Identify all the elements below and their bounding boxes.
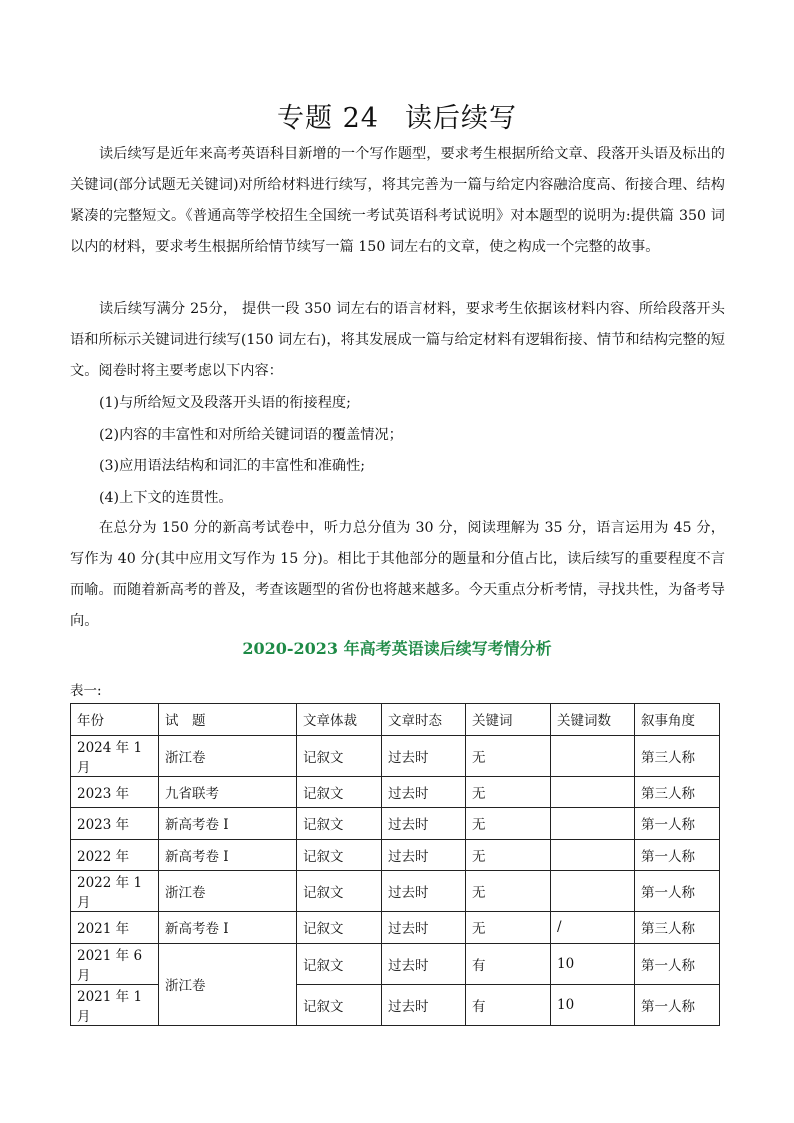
table-cell: / (551, 912, 635, 944)
table-cell: 2021 年 6 月 (71, 943, 159, 984)
header-cell: 年份 (71, 704, 159, 736)
table-cell (551, 871, 635, 912)
table-cell: 2023 年 (71, 808, 159, 840)
table-cell (551, 776, 635, 808)
table-cell: 第一人称 (635, 808, 720, 840)
table-cell: 记叙文 (297, 776, 382, 808)
table-cell: 记叙文 (297, 912, 382, 944)
table-cell: 有 (466, 943, 551, 984)
table-row (71, 943, 720, 984)
table-cell: 2021 年 (71, 912, 159, 944)
header-cell: 叙事角度 (635, 704, 720, 736)
table-row (71, 808, 720, 840)
table-cell: 过去时 (382, 871, 466, 912)
table-cell: 九省联考 (159, 776, 297, 808)
table-cell: 10 (551, 984, 635, 1025)
table-cell: 第一人称 (635, 984, 720, 1025)
table-row (71, 871, 720, 912)
table-cell: 无 (466, 871, 551, 912)
table-cell: 第三人称 (635, 776, 720, 808)
table-cell: 记叙文 (297, 808, 382, 840)
intro-paragraph: 读后续写是近年来高考英语科目新增的一个写作题型，要求考生根据所给文章、段落开头语及标出的关键词(部分试题无关键词)对所给材料进行续写，将其完善为一篇与给定内容融洽度高、衔接合理、结构紧凑的完整短文。《普通高等学校招生全国统一考试英语科考试说明》对本题型的说明为:提供篇 350 词以内的材料，要求考生根据所给情节续写一篇 150 词左右的文章，使之构成一个完整的故事。 (70, 146, 725, 255)
exam-analysis-table (70, 703, 720, 1026)
table-cell (551, 808, 635, 840)
header-cell: 试 题 (159, 704, 297, 736)
table-cell: 新高考卷 I (159, 808, 297, 840)
table-cell: 第三人称 (635, 735, 720, 776)
table-label: 表一: (70, 683, 102, 699)
table-cell (551, 735, 635, 776)
table-cell: 新高考卷 I (159, 839, 297, 871)
table-cell: 记叙文 (297, 839, 382, 871)
table-cell: 第一人称 (635, 839, 720, 871)
table-cell (551, 839, 635, 871)
table-cell: 记叙文 (297, 735, 382, 776)
header-cell: 关键词 (466, 704, 551, 736)
scoring-paragraph: 读后续写满分 25分， 提供一段 350 词左右的语言材料，要求考生依据该材料内容、所给段落开头语和所标示关键词进行续写(150 词左右)，将其发展成一篇与给定材料有逻辑衔接、情节和结构完整的短文。阅卷时将主要考虑以下内容： (70, 301, 725, 379)
table-cell: 过去时 (382, 943, 466, 984)
header-cell: 文章时态 (382, 704, 466, 736)
table-cell: 过去时 (382, 776, 466, 808)
table-cell: 过去时 (382, 984, 466, 1025)
table-row (71, 776, 720, 808)
table-row (71, 912, 720, 944)
table-cell: 2024 年 1 月 (71, 735, 159, 776)
header-cell: 文章体裁 (297, 704, 382, 736)
title-text: 读后续写 (404, 103, 517, 134)
table-cell: 过去时 (382, 735, 466, 776)
table-cell: 记叙文 (297, 984, 382, 1025)
table-cell: 有 (466, 984, 551, 1025)
table-cell: 浙江卷 (159, 871, 297, 912)
table-cell: 浙江卷 (159, 735, 297, 776)
table-cell: 新高考卷 I (159, 912, 297, 944)
table-header-row (71, 704, 720, 736)
table-cell: 无 (466, 808, 551, 840)
criteria-item: (4)上下文的连贯性。 (99, 489, 233, 506)
table-cell: 10 (551, 943, 635, 984)
table-cell: 2022 年 1 月 (71, 871, 159, 912)
page-title (0, 96, 794, 135)
section-title: 2020-2023 年高考英语读后续写考情分析 (242, 639, 552, 658)
table-row (71, 839, 720, 871)
table-cell: 无 (466, 735, 551, 776)
table-cell: 过去时 (382, 839, 466, 871)
criteria-list (70, 388, 725, 514)
title-number: 专题 24 (277, 103, 379, 134)
criteria-item: (1)与所给短文及段落开头语的衔接程度; (99, 395, 351, 411)
table-cell: 过去时 (382, 912, 466, 944)
table-cell: 2022 年 (71, 839, 159, 871)
table-cell: 过去时 (382, 808, 466, 840)
table-cell: 无 (466, 776, 551, 808)
table-cell: 第一人称 (635, 871, 720, 912)
table-cell: 2023 年 (71, 776, 159, 808)
table-cell: 第一人称 (635, 943, 720, 984)
table-cell-merged: 浙江卷 (159, 943, 297, 1025)
weight-paragraph: 在总分为 150 分的新高考试卷中，听力总分值为 30 分，阅读理解为 35 分，语言运用为 45 分，写作为 40 分(其中应用文写作为 15 分)。相比于其他部分的题量和分值占比，读后续写的重要程度不言而喻。而随着新高考的普及，考查该题型的省份也将越来越多。今天重点分析考情，寻找共性，为备考导向。 (70, 520, 725, 629)
table-cell: 2021 年 1 月 (71, 984, 159, 1025)
criteria-item: (2)内容的丰富性和对所给关键词语的覆盖情况； (99, 426, 403, 443)
table-cell: 无 (466, 912, 551, 944)
header-cell: 关键词数 (551, 704, 635, 736)
table-row (71, 735, 720, 776)
table-cell: 无 (466, 839, 551, 871)
table-cell: 第三人称 (635, 912, 720, 944)
table-cell: 记叙文 (297, 871, 382, 912)
criteria-item: (3)应用语法结构和词汇的丰富性和准确性; (99, 458, 366, 474)
table-cell: 记叙文 (297, 943, 382, 984)
